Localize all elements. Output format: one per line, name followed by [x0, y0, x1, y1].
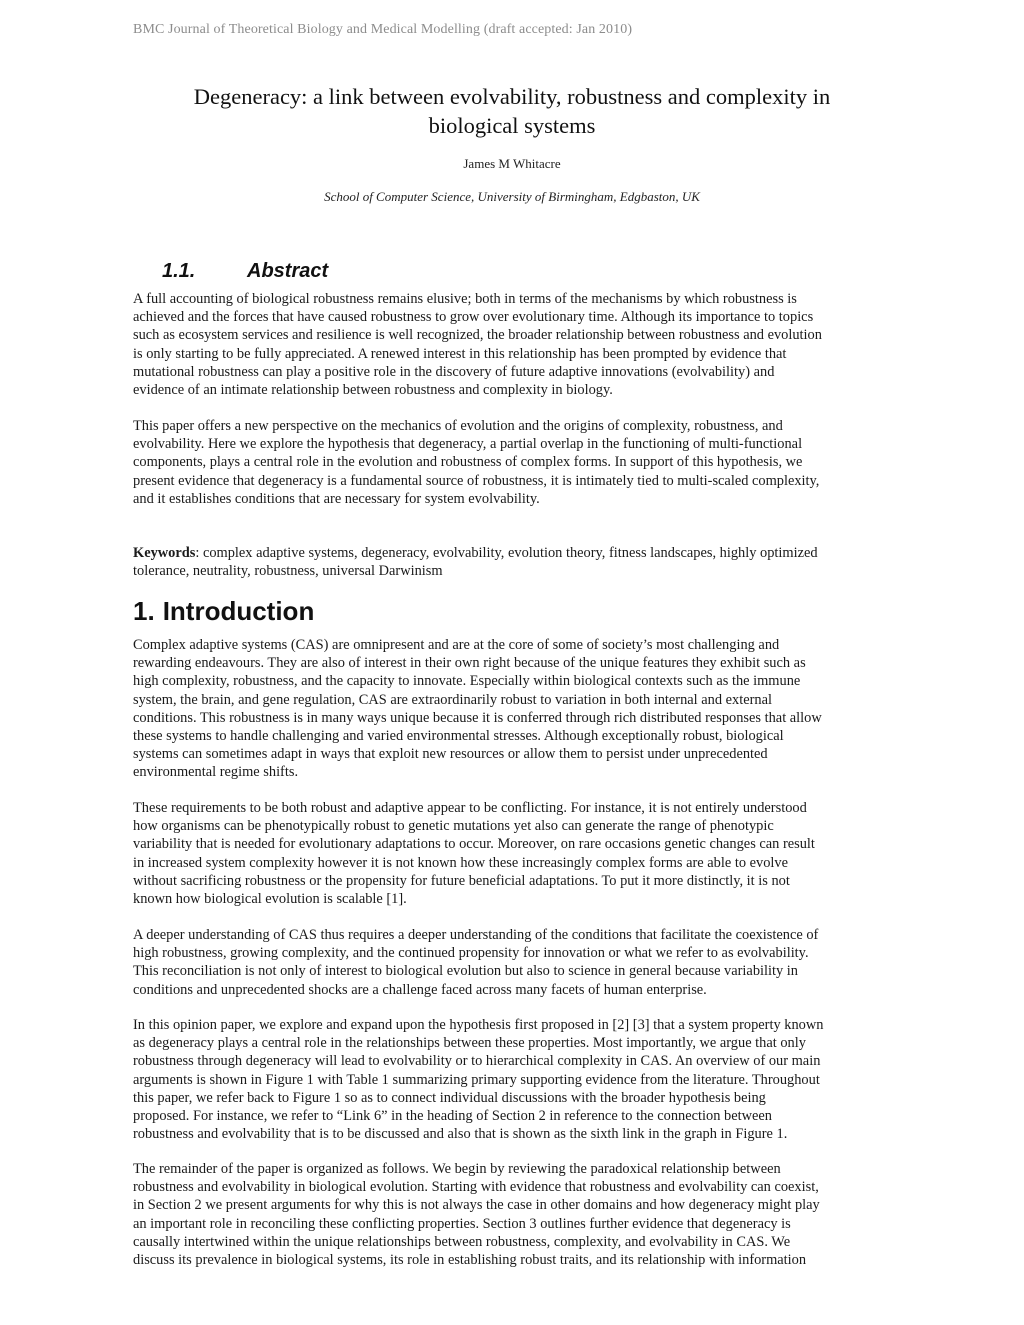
text-line: how organisms can be phenotypically robust to genetic mutations yet also can generate the range of phenotypic	[133, 818, 774, 835]
paper-title	[133, 82, 891, 140]
text-line: mutational robustness can play a positive role in the discovery of future adaptive innovations (evolvability) and	[133, 363, 775, 380]
text-line: is only starting to be fully appreciated. A renewed interest in this relationship has been prompted by evidence that	[133, 345, 787, 362]
text-line: robustness and evolvability in biological evolution. Starting with evidence that robustness and evolvability can coexist,	[133, 1179, 819, 1196]
keywords-list: : complex adaptive systems, degeneracy, evolvability, evolution theory, fitness landscapes, highly optimized	[195, 545, 818, 561]
text-line: rewarding endeavours. They are also of interest in their own right because of the unique features they exhibit such as	[133, 655, 806, 672]
abstract-paragraph	[133, 417, 891, 508]
title-line: Degeneracy: a link between evolvability, robustness and complexity in	[193, 84, 831, 109]
text-line: conditions and unprecedented shocks are a challenge faced across many facets of human enterprise.	[133, 981, 707, 998]
keywords-label: Keywords	[133, 545, 196, 561]
introduction-paragraph	[133, 799, 891, 908]
text-line: robustness through degeneracy will lead to evolvability or to hierarchical complexity in CAS. An overview of our main	[133, 1053, 821, 1070]
keywords-block	[133, 544, 891, 580]
text-line: discuss its prevalence in biological systems, its role in establishing robust traits, and its relationship with information	[133, 1252, 807, 1269]
author-name: James M Whitacre	[463, 156, 561, 171]
text-line: such as ecosystem services and resilience is well recognized, the broader relationship between robustness and evolution	[133, 327, 822, 344]
running-header: BMC Journal of Theoretical Biology and Medical Modelling (draft accepted: Jan 2010)	[133, 22, 633, 37]
text-line	[133, 544, 891, 562]
text-line: these systems to handle challenging and varied environmental stresses. Although exceptionally robust, biological	[133, 728, 784, 745]
text-line: environmental regime shifts.	[133, 764, 299, 781]
title-line: biological systems	[428, 113, 596, 138]
text-line: and it establishes conditions that are necessary for system evolvability.	[133, 490, 540, 507]
introduction-heading	[133, 596, 314, 627]
text-line: Complex adaptive systems (CAS) are omnipresent and are at the core of some of society’s most challenging and	[133, 637, 780, 653]
introduction-paragraph	[133, 926, 891, 999]
text-line: without sacrificing robustness or the propensity for future beneficial adaptations. To put it more distinctly, it is not	[133, 872, 790, 889]
text-line: achieved and the forces that have caused robustness to grow over evolutionary time. Although its importance to topics	[133, 309, 814, 326]
text-line: as degeneracy plays a central role in the relationships between these properties. Most importantly, we argue that only	[133, 1035, 806, 1052]
text-line: The remainder of the paper is organized as follows. We begin by reviewing the paradoxical relationship between	[133, 1161, 781, 1177]
text-line: present evidence that degeneracy is a fundamental source of robustness, it is intimately tied to multi-scaled complexity,	[133, 472, 820, 489]
text-line: conditions. This robustness is in many ways unique because it is conferred through rich distributed responses that allow	[133, 709, 822, 726]
text-line: high robustness, growing complexity, and the continued propensity for innovation or what we refer to as evolvability.	[133, 945, 809, 962]
text-line: proposed. For instance, we refer to “Link 6” in the heading of Section 2 in reference to the connection between	[133, 1108, 772, 1125]
text-line: an important role in reconciling these conflicting properties. Section 3 outlines further evidence that degeneracy is	[133, 1215, 791, 1232]
text-line: In this opinion paper, we explore and expand upon the hypothesis first proposed in [2] [3] that a system property known	[133, 1017, 824, 1033]
text-line: A full accounting of biological robustness remains elusive; both in terms of the mechanisms by which robustness is	[133, 291, 797, 307]
introduction-paragraph	[133, 1160, 891, 1269]
text-line: high complexity, robustness, and the capacity to innovate. Especially within biological contexts such as the immune	[133, 673, 801, 690]
introduction-paragraph	[133, 1016, 891, 1143]
text-line: tolerance, neutrality, robustness, universal Darwinism	[133, 563, 443, 580]
text-line: robustness and evolvability that is to be discussed and also that is shown as the sixth link in the graph in Figure 1.	[133, 1126, 788, 1143]
text-line: evidence of an intimate relationship between robustness and complexity in biology.	[133, 382, 613, 399]
text-line: variability that is needed for evolutionary adaptations to occur. Moreover, on rare occasions genetic changes can result	[133, 836, 815, 853]
text-line: in increased system complexity however it is not known how these increasingly complex forms are able to evolve	[133, 854, 788, 871]
text-line: evolvability. Here we explore the hypothesis that degeneracy, a partial overlap in the functioning of multi-functional	[133, 436, 803, 453]
text-line: arguments is shown in Figure 1 with Table 1 summarizing primary supporting evidence from the literature. Throughout	[133, 1071, 820, 1088]
text-line: this paper, we refer back to Figure 1 so as to connect individual discussions with the broader hypothesis being	[133, 1089, 766, 1106]
text-line: This reconciliation is not only of interest to biological evolution but also to science in general because variability in	[133, 963, 798, 980]
text-line: system, the brain, and gene regulation, CAS are extraordinarily robust to variation in both internal and external	[133, 691, 772, 708]
text-line: in Section 2 we present arguments for why this is not always the case in other domains and how degeneracy might play	[133, 1197, 820, 1214]
abstract-heading-number: 1.1.	[162, 260, 196, 282]
introduction-heading-label: Introduction	[162, 596, 315, 626]
abstract-paragraph	[133, 290, 891, 399]
text-line: This paper offers a new perspective on the mechanics of evolution and the origins of complexity, robustness, and	[133, 418, 783, 434]
text-line: These requirements to be both robust and adaptive appear to be conflicting. For instance, it is not entirely understood	[133, 800, 807, 816]
text-line: causally intertwined within the unique relationships between robustness, complexity, and evolvability in CAS. We	[133, 1233, 791, 1250]
abstract-heading	[162, 260, 328, 283]
text-line: systems can sometimes adapt in ways that exploit new resources or allow them to persist under unprecedented	[133, 746, 768, 763]
text-line: A deeper understanding of CAS thus requires a deeper understanding of the conditions that facilitate the coexistence of	[133, 927, 819, 943]
text-line: components, plays a central role in the evolution and robustness of complex forms. In support of this hypothesis, we	[133, 454, 803, 471]
text-line: known how biological evolution is scalable [1].	[133, 891, 407, 908]
abstract-heading-label: Abstract	[247, 260, 329, 282]
author-affiliation: School of Computer Science, University of Birmingham, Edgbaston, UK	[324, 189, 700, 204]
introduction-heading-number: 1.	[133, 596, 155, 626]
introduction-paragraph	[133, 636, 891, 782]
